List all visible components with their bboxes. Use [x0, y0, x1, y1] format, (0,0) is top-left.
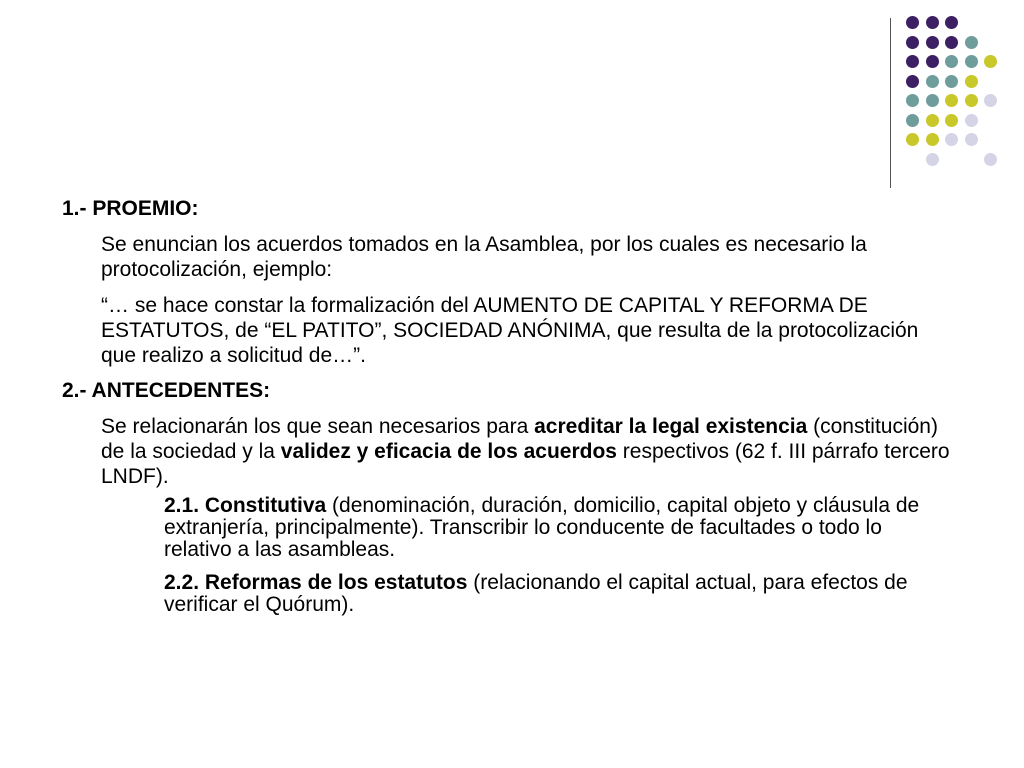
section-heading-proemio: 1.- PROEMIO: [62, 197, 199, 220]
decorative-dot [906, 36, 919, 49]
decorative-dot [906, 75, 919, 88]
decorative-dot [945, 114, 958, 127]
decorative-dot [965, 75, 978, 88]
decorative-dot [906, 55, 919, 68]
decorative-dot [945, 133, 958, 146]
antecedentes-text-a: Se relacionarán los que sean necesarios para [101, 415, 535, 438]
subsection-reformas-title: 2.2. Reformas de los estatutos [164, 571, 468, 594]
decorative-dot [906, 133, 919, 146]
decorative-dot [965, 94, 978, 107]
slide-content [62, 197, 962, 616]
decorative-dot [926, 55, 939, 68]
antecedentes-text-e: respectivos (62 f. III párrafo tercero LNDF). [101, 440, 950, 488]
subsection-reformas [164, 572, 954, 616]
decorative-dot-grid [906, 16, 1016, 166]
decorative-dot [965, 114, 978, 127]
decorative-dot [984, 94, 997, 107]
subsection-constitutiva [164, 495, 954, 561]
section-heading-antecedentes: 2.- ANTECEDENTES: [62, 379, 271, 402]
subsection-constitutiva-text: (denominación, duración, domicilio, capital objeto y cláusula de extranjería, principalmente). Transcribir lo conducente de facultades o todo lo relativo a las asambleas. [164, 494, 920, 561]
antecedentes-description [101, 414, 951, 489]
subsection-reformas-text: (relacionando el capital actual, para efectos de verificar el Quórum). [164, 571, 908, 616]
decorative-dot [926, 133, 939, 146]
decorative-dot [926, 75, 939, 88]
decorative-dot [945, 16, 958, 29]
decorative-dot [926, 114, 939, 127]
antecedentes-text-c: (constitución) de la sociedad y la [101, 415, 938, 463]
decorative-dot [965, 133, 978, 146]
decorative-dot [906, 16, 919, 29]
decorative-dot [926, 153, 939, 166]
decorative-dot [926, 16, 939, 29]
decorative-dot [984, 55, 997, 68]
decorative-dot [926, 94, 939, 107]
antecedentes-emphasis-existencia: acreditar la legal existencia [534, 415, 808, 438]
decorative-dot [965, 55, 978, 68]
decorative-dot [945, 55, 958, 68]
decorative-dot [945, 75, 958, 88]
decorative-dot [984, 153, 997, 166]
decorative-dot [906, 114, 919, 127]
subsection-constitutiva-title: 2.1. Constitutiva [164, 494, 327, 517]
decorative-vertical-line [890, 18, 891, 188]
decorative-dot [945, 94, 958, 107]
proemio-description: Se enuncian los acuerdos tomados en la Asamblea, por los cuales es necesario la protocolización, ejemplo: [101, 233, 867, 281]
proemio-example: “… se hace constar la formalización del AUMENTO DE CAPITAL Y REFORMA DE ESTATUTOS, de “EL PATITO”, SOCIEDAD ANÓNIMA, que resulta de la protocolización que realizo a solicitud de…”. [101, 294, 919, 367]
decorative-dot [926, 36, 939, 49]
antecedentes-emphasis-validez: validez y eficacia de los acuerdos [280, 440, 617, 463]
decorative-dot [906, 94, 919, 107]
decorative-dot [965, 36, 978, 49]
decorative-dot [945, 36, 958, 49]
